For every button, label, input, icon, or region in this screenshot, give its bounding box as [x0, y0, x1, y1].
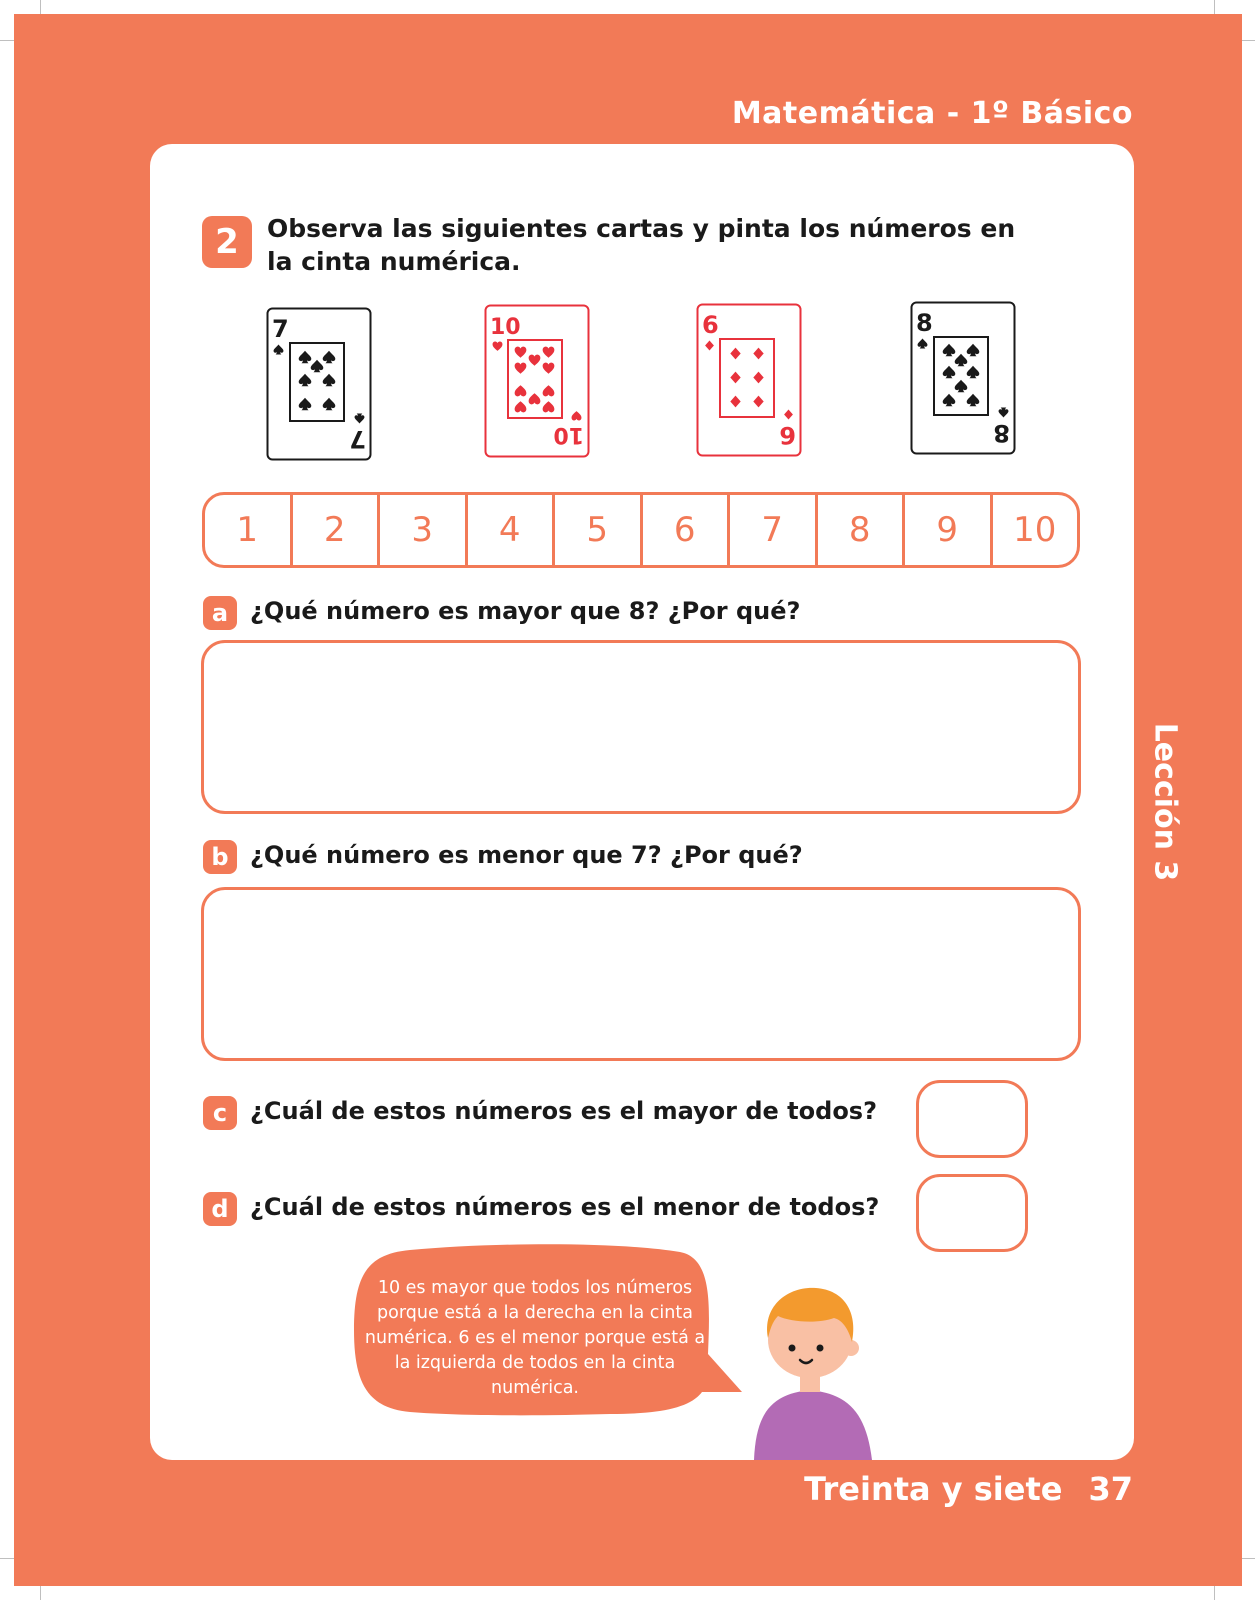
card-rank: 10 [490, 315, 521, 340]
question-b-text: ¿Qué número es menor que 7? ¿Por qué? [250, 841, 803, 869]
question-d-text: ¿Cuál de estos números es el menor de todos? [250, 1193, 880, 1221]
card-rank: 6 [702, 311, 719, 339]
number-line-cell[interactable]: 3 [380, 495, 468, 565]
answer-box-c[interactable] [916, 1080, 1028, 1158]
lesson-label: Lección 3 [1147, 722, 1183, 882]
number-line-cell[interactable]: 2 [293, 495, 381, 565]
question-a-badge: a [203, 596, 237, 630]
number-line-cell[interactable]: 4 [468, 495, 556, 565]
card-rank-inverted: 6 [779, 421, 796, 449]
card-six-of-diamonds [696, 303, 802, 457]
card-rank: 7 [272, 315, 289, 343]
exercise-number-badge: 2 [202, 216, 252, 268]
card-rank: 8 [916, 309, 933, 337]
question-b-badge: b [203, 840, 237, 874]
page-number: 37 [1088, 1470, 1133, 1508]
speech-bubble-text: 10 es mayor que todos los números porque está a la derecha en la cinta numérica. 6 es el menor porque está a la izquierda de todos en la cinta numérica. [364, 1278, 706, 1398]
number-line-cell[interactable]: 5 [555, 495, 643, 565]
number-line-cell[interactable]: 8 [818, 495, 906, 565]
card-rank-inverted: 8 [993, 419, 1010, 447]
page-footer [804, 1470, 1133, 1508]
question-c-badge: c [203, 1096, 237, 1130]
number-line [202, 492, 1080, 568]
number-line-cell[interactable]: 7 [730, 495, 818, 565]
number-line-cell[interactable]: 10 [1013, 510, 1057, 550]
question-c-text: ¿Cuál de estos números es el mayor de todos? [250, 1097, 878, 1125]
question-d-badge: d [203, 1192, 237, 1226]
answer-box-d[interactable] [916, 1174, 1028, 1252]
question-a-text: ¿Qué número es mayor que 8? ¿Por qué? [250, 597, 801, 625]
child-character-illustration [748, 1282, 878, 1460]
card-ten-of-hearts [484, 304, 590, 458]
number-line-cell[interactable]: 6 [643, 495, 731, 565]
card-rank-inverted: 7 [349, 425, 366, 453]
card-rank-inverted: 10 [553, 422, 584, 447]
number-line-cell[interactable]: 9 [905, 495, 993, 565]
number-line-cell[interactable]: 1 [205, 495, 293, 565]
header-title: Matemática - 1º Básico [731, 96, 1133, 131]
answer-box-a[interactable] [201, 640, 1081, 814]
answer-box-b[interactable] [201, 887, 1081, 1061]
card-seven-of-spades [266, 307, 372, 461]
card-eight-of-spades [910, 301, 1016, 455]
footer-text: Treinta y siete [804, 1470, 1063, 1508]
exercise-instruction: Observa las siguientes cartas y pinta los números en la cinta numérica. [267, 214, 1016, 276]
